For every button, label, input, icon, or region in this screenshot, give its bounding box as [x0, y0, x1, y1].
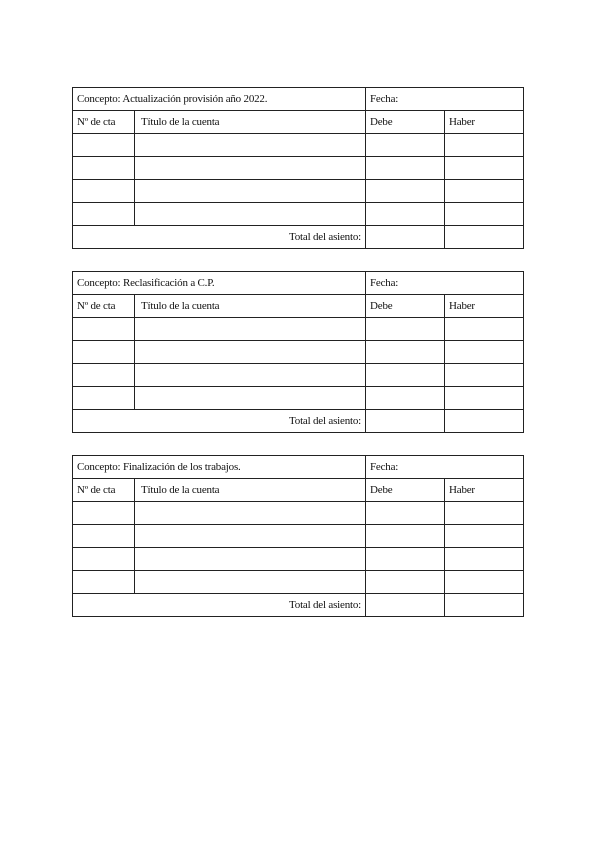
total-debe-cell[interactable]	[366, 226, 445, 249]
account-number-cell[interactable]	[73, 180, 135, 203]
debe-cell[interactable]	[366, 341, 445, 364]
haber-cell[interactable]	[445, 180, 524, 203]
account-number-cell[interactable]	[73, 203, 135, 226]
table-row	[73, 318, 524, 341]
entry-header-row	[73, 272, 524, 295]
debe-cell[interactable]	[366, 180, 445, 203]
concepto-cell: Concepto: Finalización de los trabajos.	[73, 456, 366, 479]
table-row	[73, 502, 524, 525]
haber-cell[interactable]	[445, 157, 524, 180]
haber-cell[interactable]	[445, 548, 524, 571]
total-haber-cell[interactable]	[445, 226, 524, 249]
col-header-account-title: Título de la cuenta	[135, 111, 366, 134]
col-header-haber: Haber	[445, 111, 524, 134]
journal-entry-table	[72, 87, 524, 249]
total-debe-cell[interactable]	[366, 594, 445, 617]
col-header-account-number: Nº de cta	[73, 295, 135, 318]
haber-cell[interactable]	[445, 502, 524, 525]
table-row	[73, 180, 524, 203]
account-number-cell[interactable]	[73, 571, 135, 594]
debe-cell[interactable]	[366, 502, 445, 525]
account-title-cell[interactable]	[135, 180, 366, 203]
account-title-cell[interactable]	[135, 387, 366, 410]
haber-cell[interactable]	[445, 203, 524, 226]
total-debe-cell[interactable]	[366, 410, 445, 433]
debe-cell[interactable]	[366, 548, 445, 571]
haber-cell[interactable]	[445, 341, 524, 364]
total-label: Total del asiento:	[73, 594, 366, 617]
table-row	[73, 548, 524, 571]
total-haber-cell[interactable]	[445, 594, 524, 617]
debe-cell[interactable]	[366, 387, 445, 410]
table-row	[73, 341, 524, 364]
account-number-cell[interactable]	[73, 387, 135, 410]
haber-cell[interactable]	[445, 387, 524, 410]
col-header-debe: Debe	[366, 111, 445, 134]
account-title-cell[interactable]	[135, 364, 366, 387]
total-label: Total del asiento:	[73, 410, 366, 433]
account-number-cell[interactable]	[73, 364, 135, 387]
account-title-cell[interactable]	[135, 548, 366, 571]
account-number-cell[interactable]	[73, 548, 135, 571]
debe-cell[interactable]	[366, 364, 445, 387]
debe-cell[interactable]	[366, 203, 445, 226]
account-title-cell[interactable]	[135, 571, 366, 594]
account-title-cell[interactable]	[135, 157, 366, 180]
haber-cell[interactable]	[445, 364, 524, 387]
total-row	[73, 410, 524, 433]
col-header-debe: Debe	[366, 479, 445, 502]
haber-cell[interactable]	[445, 571, 524, 594]
account-title-cell[interactable]	[135, 134, 366, 157]
table-row	[73, 364, 524, 387]
column-header-row	[73, 295, 524, 318]
fecha-cell: Fecha:	[366, 88, 524, 111]
entry-header-row	[73, 456, 524, 479]
debe-cell[interactable]	[366, 134, 445, 157]
column-header-row	[73, 479, 524, 502]
table-row	[73, 525, 524, 548]
total-row	[73, 226, 524, 249]
entry-header-row	[73, 88, 524, 111]
account-title-cell[interactable]	[135, 203, 366, 226]
col-header-account-number: Nº de cta	[73, 479, 135, 502]
total-row	[73, 594, 524, 617]
col-header-haber: Haber	[445, 479, 524, 502]
journal-entry-table	[72, 271, 524, 433]
journal-entry-table	[72, 455, 524, 617]
table-row	[73, 387, 524, 410]
col-header-account-number: Nº de cta	[73, 111, 135, 134]
account-title-cell[interactable]	[135, 525, 366, 548]
col-header-debe: Debe	[366, 295, 445, 318]
table-row	[73, 134, 524, 157]
column-header-row	[73, 111, 524, 134]
account-title-cell[interactable]	[135, 502, 366, 525]
haber-cell[interactable]	[445, 134, 524, 157]
debe-cell[interactable]	[366, 157, 445, 180]
account-number-cell[interactable]	[73, 318, 135, 341]
account-number-cell[interactable]	[73, 341, 135, 364]
total-label: Total del asiento:	[73, 226, 366, 249]
table-row	[73, 571, 524, 594]
col-header-account-title: Título de la cuenta	[135, 479, 366, 502]
total-haber-cell[interactable]	[445, 410, 524, 433]
account-number-cell[interactable]	[73, 157, 135, 180]
table-row	[73, 157, 524, 180]
account-number-cell[interactable]	[73, 134, 135, 157]
fecha-cell: Fecha:	[366, 456, 524, 479]
haber-cell[interactable]	[445, 525, 524, 548]
table-row	[73, 203, 524, 226]
account-number-cell[interactable]	[73, 525, 135, 548]
account-title-cell[interactable]	[135, 318, 366, 341]
concepto-cell: Concepto: Actualización provisión año 2022.	[73, 88, 366, 111]
concepto-cell: Concepto: Reclasificación a C.P.	[73, 272, 366, 295]
debe-cell[interactable]	[366, 318, 445, 341]
col-header-haber: Haber	[445, 295, 524, 318]
account-number-cell[interactable]	[73, 502, 135, 525]
account-title-cell[interactable]	[135, 341, 366, 364]
debe-cell[interactable]	[366, 571, 445, 594]
fecha-cell: Fecha:	[366, 272, 524, 295]
haber-cell[interactable]	[445, 318, 524, 341]
debe-cell[interactable]	[366, 525, 445, 548]
col-header-account-title: Título de la cuenta	[135, 295, 366, 318]
